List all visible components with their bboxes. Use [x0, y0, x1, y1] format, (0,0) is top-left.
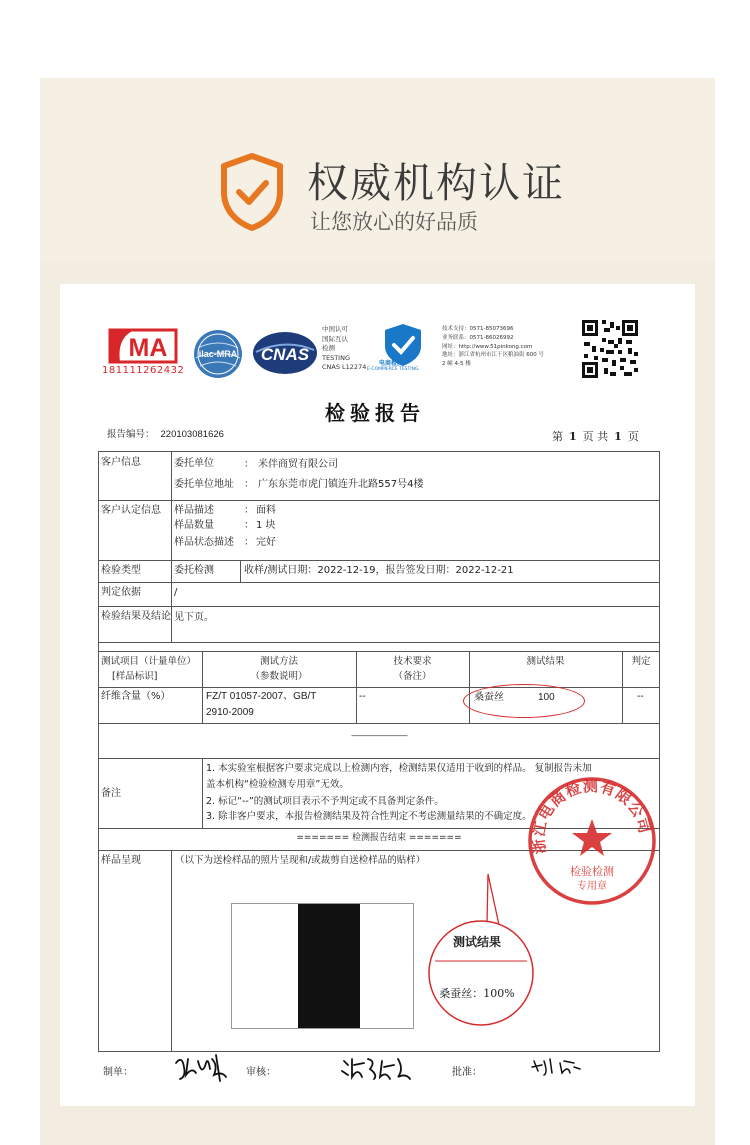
page-label-c: 页: [627, 430, 639, 443]
table-rule: [98, 723, 660, 724]
colon: ：: [244, 459, 254, 470]
table-rule: [240, 560, 241, 582]
table-rule: [98, 500, 660, 501]
sample-present-label: 样品呈现: [101, 855, 141, 866]
seal-ring-text: 浙江电商检测有限公司: [529, 777, 655, 855]
sample-present-note: （以下为送检样品的照片呈现和/或裁剪自送检样品的贴样）: [175, 855, 426, 866]
reviewer-label: 审核：: [246, 1067, 276, 1078]
separator-line: ————————: [351, 731, 407, 740]
remark-line: 3. 除非客户要求，本报告检测结果及符合性判定不考虑测量结果的不确定度。: [206, 811, 532, 822]
col-item-1: 测试项目（计量单位）: [101, 656, 197, 667]
table-rule: [202, 758, 203, 828]
report-number-label: 报告编号：: [107, 429, 155, 440]
row-result-value: 100: [538, 692, 555, 703]
maker-label: 制单：: [103, 1067, 133, 1078]
row-judge: --: [637, 691, 644, 702]
col-result: 测试结果: [526, 656, 565, 667]
table-rule: [98, 758, 660, 759]
result-label-text: 检验结果及结论: [101, 611, 171, 622]
seal-center-1: 检验检测: [570, 865, 614, 878]
contact-info: [442, 325, 582, 369]
sample-qty-label: 样品数量: [174, 520, 214, 531]
row-method-1: FZ/T 01057-2007、GB/T: [206, 691, 317, 702]
fabric-swatch: [298, 904, 360, 1028]
cnas-line: 中国认可: [322, 325, 348, 333]
shield-check-icon: [218, 152, 286, 232]
sample-qty: 1 块: [256, 520, 276, 531]
basis-label: 判定依据: [101, 587, 141, 598]
page-current: 1: [569, 430, 577, 443]
colon: ：: [244, 479, 254, 490]
remark-line: 1. 本实验室根据客户要求完成以上检测内容，检测结果仅适用于收到的样品。 复制报告未加: [206, 763, 592, 774]
cnas-info: [322, 325, 366, 373]
test-type: 委托检测: [174, 565, 214, 576]
table-rule: [98, 606, 660, 607]
table-rule: [171, 850, 172, 1052]
col-req-2: （备注）: [393, 671, 432, 682]
remarks-label: 备注: [101, 788, 121, 799]
page-label-b: 页 共: [582, 430, 609, 443]
basis: /: [174, 587, 178, 598]
banner-subtitle: 让您放心的好品质: [310, 210, 478, 234]
col-item-2: [样品标识]: [112, 671, 158, 682]
col-method-2: （参数说明）: [250, 671, 308, 682]
qr-code-icon[interactable]: [580, 318, 640, 380]
callout-body: 桑蚕丝：100%: [439, 987, 515, 1000]
cma-number: 181111262432: [102, 365, 185, 376]
test-result-callout: [425, 870, 535, 1030]
contact-line: 技术支持：0571-85073696: [442, 326, 514, 332]
client-addr-label: 委托单位地址: [174, 479, 234, 490]
page-label-a: 第: [552, 430, 563, 443]
row-item: 纤维含量（%）: [101, 691, 171, 702]
colon: ：: [244, 520, 254, 531]
page-total: 1: [614, 430, 622, 443]
table-rule: [171, 451, 172, 642]
sample-desc: 面料: [256, 505, 276, 516]
row-result-name: 桑蚕丝: [474, 692, 504, 703]
ecommerce-logo-label: 电商检测: [379, 360, 404, 367]
row-method-2: 2910-2009: [206, 707, 254, 718]
test-type-label: 检验类型: [101, 565, 141, 576]
table-rule: [98, 582, 660, 583]
sample-state-label: 样品状态描述: [174, 537, 234, 548]
cnas-line: TESTING: [322, 353, 350, 362]
col-req-1: 技术要求: [393, 656, 432, 667]
banner-title: 权威机构认证: [307, 159, 565, 207]
report-number-row: [107, 426, 224, 440]
ecommerce-logo-sub: E-COMMERCE TESTING: [367, 367, 419, 372]
row-req: --: [359, 691, 366, 702]
colon: ：: [244, 537, 254, 548]
test-dates: 收样/测试日期：2022-12-19，报告签发日期：2022-12-21: [244, 565, 514, 576]
official-seal: [526, 775, 658, 907]
client-info-label: 客户信息: [101, 457, 141, 468]
result-highlight-oval: [463, 684, 585, 718]
client-confirm-label: 客户认定信息: [101, 505, 161, 516]
client-unit-label: 委托单位: [174, 458, 214, 469]
table-rule: [98, 560, 660, 561]
sample-state: 完好: [256, 537, 276, 548]
result-label: [101, 611, 171, 623]
contact-line: 业务联系：0571-86026992: [442, 334, 514, 341]
cma-logo-text: MA: [128, 334, 168, 362]
client-addr: 广东东莞市虎门镇连升北路557号4楼: [258, 479, 424, 490]
approver-label: 批准：: [452, 1067, 482, 1078]
ilac-mra-logo: [192, 328, 244, 380]
cnas-line: CNAS L12274: [322, 363, 367, 371]
cnas-line: 检测: [322, 344, 335, 352]
report-end-line: ======= 检测报告结束 =======: [296, 833, 462, 843]
cnas-logo: [252, 330, 318, 376]
report-title: 检验报告: [325, 401, 425, 425]
seal-center-2: 专用章: [577, 881, 607, 892]
page-info: [552, 428, 639, 444]
maker-signature: [172, 1051, 230, 1083]
table-rule: [98, 651, 660, 652]
approver-signature: [530, 1055, 582, 1077]
table-rule: [98, 642, 660, 643]
contact-line: 网址：http://www.51pinkong.com: [442, 343, 533, 350]
reviewer-signature: [340, 1053, 412, 1081]
ilac-logo-text: ilac-MRA: [198, 349, 238, 359]
callout-title: 测试结果: [452, 935, 502, 949]
cnas-logo-text: CNAS: [260, 345, 310, 364]
remark-line: 盖本机构“检验检测专用章”无效。: [206, 779, 349, 790]
col-method-1: 测试方法: [259, 656, 298, 667]
client-unit: 米伴商贸有限公司: [258, 459, 338, 470]
result: 见下页。: [174, 612, 214, 623]
cnas-line: 国际互认: [322, 334, 348, 343]
contact-line: 2 幢 4-5 楼: [442, 361, 471, 368]
table-rule: [98, 687, 660, 688]
remark-line: 2. 标记“--”的测试项目表示不予判定或不具备判定条件。: [206, 796, 444, 807]
report-number: 220103081626: [160, 429, 224, 440]
sample-desc-label: 样品描述: [174, 505, 214, 516]
sample-photo: [231, 903, 414, 1029]
colon: ：: [244, 505, 254, 516]
col-judge: 判定: [631, 656, 651, 667]
contact-line: 地址：浙江省杭州市江干区粮油街 600 号: [442, 352, 544, 359]
